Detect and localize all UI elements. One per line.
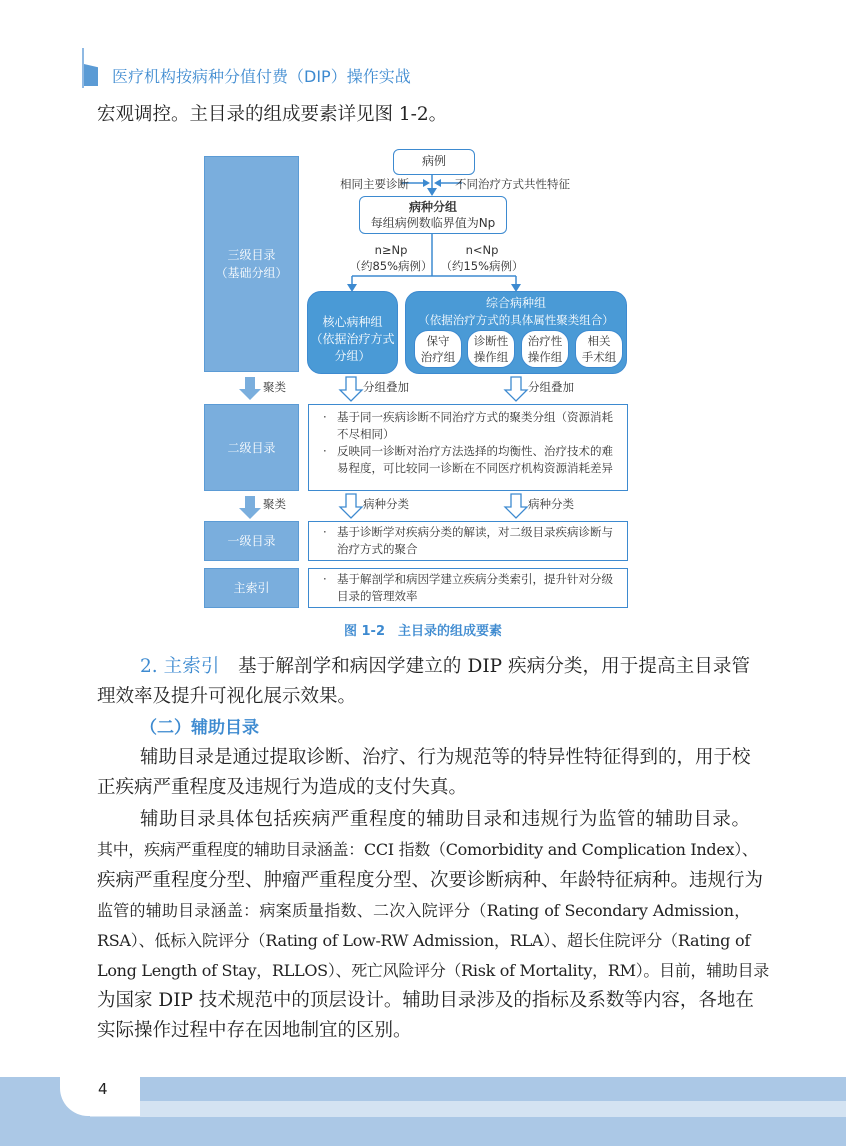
bullet: · 反映同一诊断对治疗方法选择的均衡性、治疗技术的难易程度，可比较同一诊断在不同医疗机构资源消耗差异 (323, 443, 617, 477)
left-input-label: 相同主要诊断 (340, 177, 409, 191)
left-branch-share: （约85%病例） (349, 259, 433, 273)
classify-label: 病种分类 (528, 497, 574, 511)
running-header: 医疗机构按病种分值付费（DIP）操作实战 (112, 67, 411, 86)
main-index-box: 主索引 (204, 568, 299, 608)
level3-subtitle: （基础分组） (215, 266, 288, 280)
paragraph-line: 理效率及提升可视化展示效果。 (97, 686, 357, 707)
level3-title: 三级目录 (227, 248, 276, 262)
subheading: 2. 主索引 (140, 656, 220, 677)
paragraph-line (140, 652, 750, 682)
grouping-title: 病种分组 (408, 200, 457, 214)
level2-box: 二级目录 (204, 404, 299, 491)
bullet: · 基于解剖学和病因学建立疾病分类索引，提升针对分级目录的管理效率 (323, 571, 617, 605)
paragraph-line: 辅助目录具体包括疾病严重程度的辅助目录和违规行为监管的辅助目录。 (140, 809, 750, 830)
paragraph-line: RSA）、低标入院评分（Rating of Low-RW Admission，RLA）、超长住院评分（Rating of (97, 931, 750, 950)
right-input-label: 不同治疗方式共性特征 (455, 177, 570, 191)
level1-box: 一级目录 (204, 521, 299, 561)
cluster-label: 聚类 (263, 380, 286, 394)
sub-group: 相关 手术组 (575, 330, 623, 368)
page-number: 4 (98, 1080, 108, 1098)
paragraph-line: 监管的辅助目录涵盖：病案质量指数、二次入院评分（Rating of Secondary Admission， (97, 901, 750, 920)
level2-description (308, 404, 628, 491)
cluster-label: 聚类 (263, 497, 286, 511)
core-group-sub1: （依据治疗方式 (310, 332, 395, 346)
left-branch-condition: n≥Np (374, 243, 408, 257)
section-heading: （二）辅助目录 (140, 718, 259, 738)
overlay-label: 分组叠加 (363, 380, 409, 394)
sub-group: 保守 治疗组 (414, 330, 462, 368)
core-group-sub2: 分组） (334, 349, 371, 363)
bullet: · 基于诊断学对疾病分类的解读，对二级目录疾病诊断与治疗方式的聚合 (323, 524, 617, 558)
sub-group: 诊断性 操作组 (467, 330, 515, 368)
sub-group: 治疗性 操作组 (521, 330, 569, 368)
figure-caption: 图 1-2 主目录的组成要素 (343, 624, 502, 639)
paragraph-line: 实际操作过程中存在因地制宜的区别。 (97, 1020, 412, 1041)
paragraph-line: 辅助目录是通过提取诊断、治疗、行为规范等的特异性特征得到的，用于校 (140, 747, 751, 768)
overlay-label: 分组叠加 (528, 380, 574, 394)
footer-stripe (90, 1101, 846, 1117)
left-branch-label (346, 242, 436, 274)
right-branch-condition: n<Np (465, 243, 499, 257)
intro-line: 宏观调控。主目录的组成要素详见图 1-2。 (97, 104, 448, 125)
paragraph-line: 正疾病严重程度及违规行为造成的支付失真。 (97, 777, 468, 798)
comp-group-title: 综合病种组 (485, 296, 546, 310)
bullet: · 基于同一疾病诊断不同治疗方式的聚类分组（资源消耗不尽相同） (323, 409, 617, 443)
text: 基于解剖学和病因学建立的 DIP 疾病分类，用于提高主目录管 (219, 656, 750, 677)
paragraph-line: Long Length of Stay，RLLOS）、死亡风险评分（Risk of Mortality，RM）。目前，辅助目录 (97, 961, 769, 980)
right-branch-share: （约15%病例） (440, 259, 524, 273)
paragraph-line: 疾病严重程度分型、肿瘤严重程度分型、次要诊断病种、年龄特征病种。违规行为 (97, 870, 764, 891)
paragraph-line: 为国家 DIP 技术规范中的顶层设计。辅助目录涉及的指标及系数等内容，各地在 (97, 990, 754, 1011)
main-index-description (308, 568, 628, 608)
classify-label: 病种分类 (363, 497, 409, 511)
comp-group-subtitle: （依据治疗方式的具体属性聚类组合） (418, 313, 614, 327)
paragraph-line: 其中，疾病严重程度的辅助目录涵盖：CCI 指数（Comorbidity and Complication Index）、 (97, 840, 758, 859)
grouping-subtitle: 每组病例数临界值为Np (370, 216, 496, 230)
level3-box (204, 156, 299, 372)
core-group-box (307, 291, 398, 374)
level1-description (308, 521, 628, 561)
right-branch-label (436, 242, 528, 274)
grouping-box (359, 196, 507, 234)
core-group-title: 核心病种组 (322, 315, 383, 329)
case-box: 病例 (393, 149, 475, 175)
